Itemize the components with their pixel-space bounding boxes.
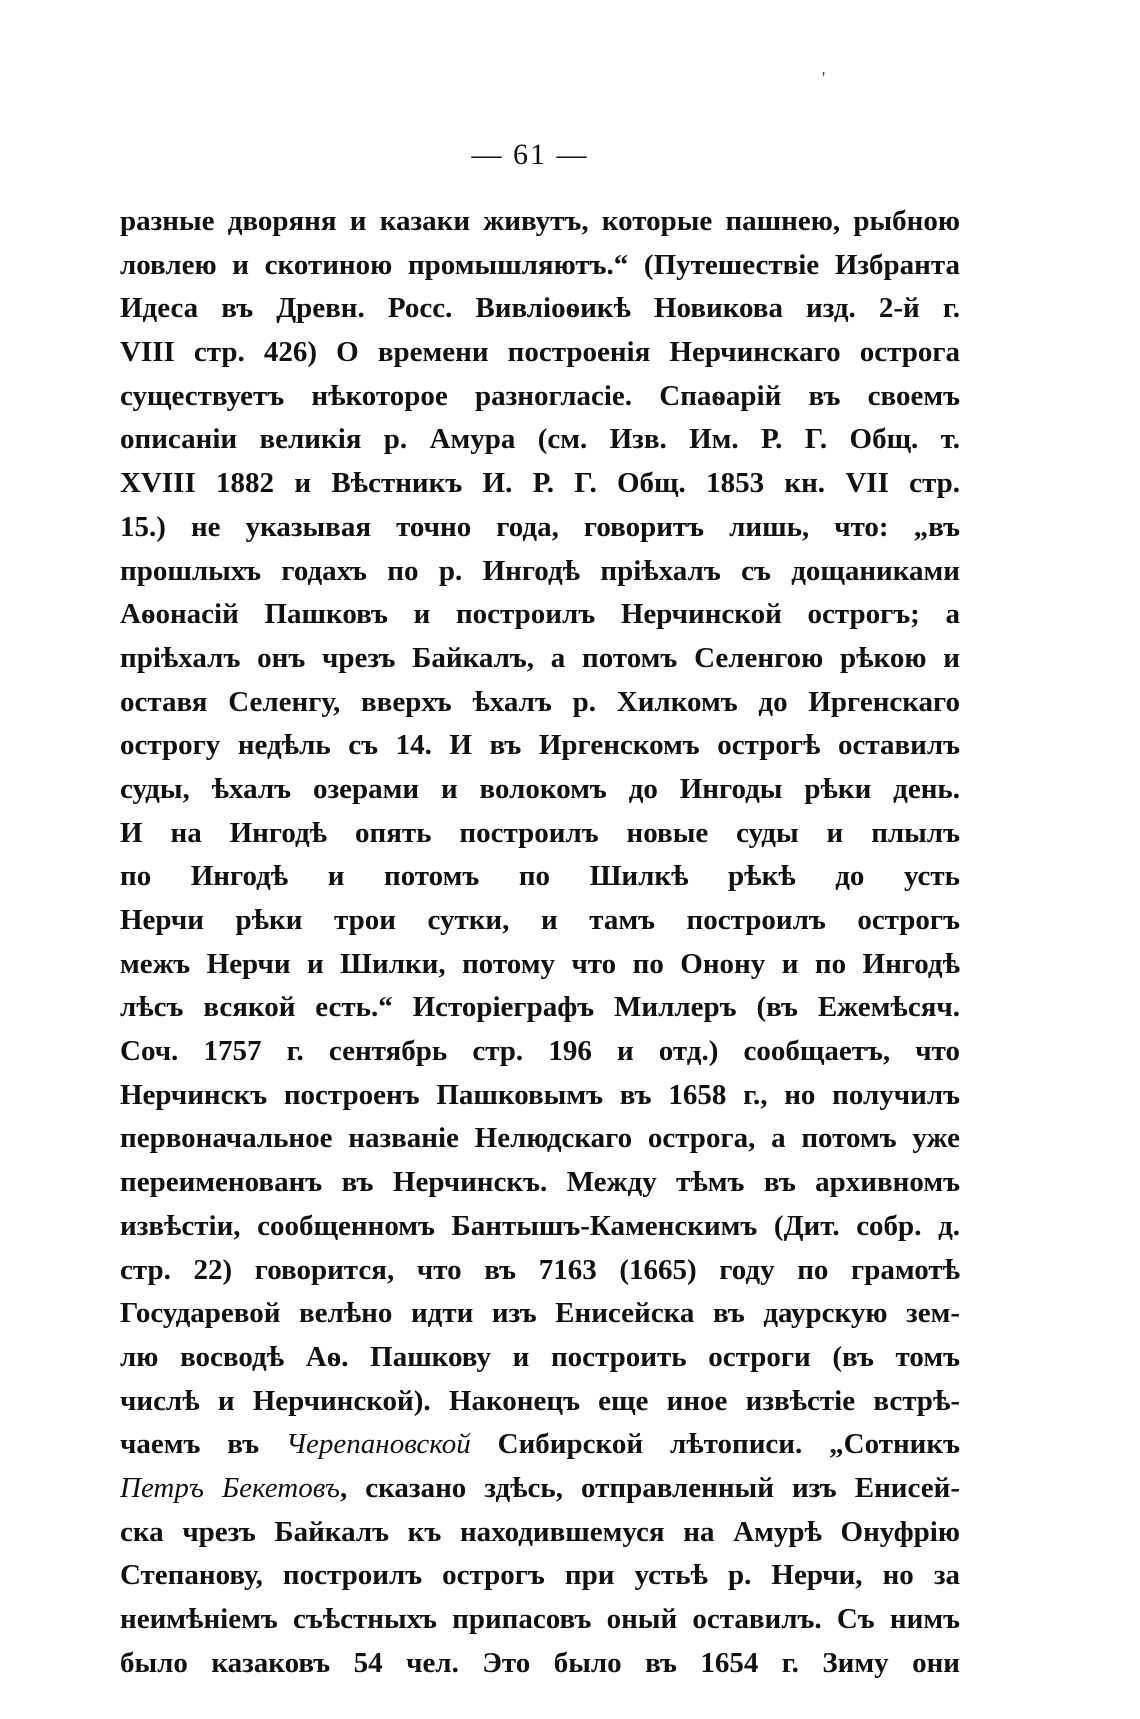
italic-text: Петръ Бекетовъ (120, 1471, 340, 1504)
line-text: острогу недѣль съ 14. И въ Иргенскомъ острогѣ оставилъ (120, 729, 960, 762)
text-line (120, 637, 960, 681)
text-line (120, 593, 960, 637)
text-line (120, 287, 960, 331)
text-line (120, 899, 960, 943)
text-line (120, 1467, 960, 1511)
text-line (120, 375, 960, 419)
line-text: Соч. 1757 г. сентябрь стр. 196 и отд.) сообщаетъ, что (120, 1035, 960, 1068)
text-line (120, 1336, 960, 1380)
line-text: существуетъ нѣкоторое разногласіе. Спаѳарій въ своемъ (120, 379, 960, 412)
text-line (120, 943, 960, 987)
line-text: извѣстіи, сообщенномъ Бантышъ-Каменскимъ (Дит. собр. д. (120, 1209, 960, 1242)
text-line (120, 1423, 960, 1467)
text-line (120, 462, 960, 506)
line-text: 15.) не указывая точно года, говоритъ лишь, что: „въ (120, 510, 960, 543)
text-line (120, 1249, 960, 1293)
text-line (120, 768, 960, 812)
line-text: прошлыхъ годахъ по р. Ингодѣ пріѣхалъ съ дощаниками (120, 554, 960, 587)
line-text: стр. 22) говорится, что въ 7163 (1665) году по грамотѣ (120, 1253, 960, 1286)
text-line (120, 1380, 960, 1424)
line-text: Нерчинскъ построенъ Пашковымъ въ 1658 г., но получилъ (120, 1078, 960, 1111)
line-text: Государевой велѣно идти изъ Енисейска въ даурскую зем- (120, 1297, 960, 1330)
line-text: чаемъ въ (120, 1428, 287, 1461)
line-text: Сибирской лѣтописи. „Сотникъ (470, 1428, 960, 1461)
text-line (120, 986, 960, 1030)
line-text: неимѣніемъ съѣстныхъ припасовъ оный оставилъ. Съ нимъ (120, 1603, 960, 1635)
text-line (120, 244, 960, 288)
italic-text: Черепановской (286, 1428, 471, 1461)
text-line (120, 550, 960, 594)
line-text: было казаковъ 54 чел. Это было въ 1654 г. Зиму они (120, 1646, 960, 1679)
line-text: оставя Селенгу, вверхъ ѣхалъ р. Хилкомъ до Иргенскаго (120, 685, 960, 718)
line-text: ска чрезъ Байкалъ къ находившемуся на Амурѣ Онуфрію (120, 1515, 960, 1548)
text-line (120, 1030, 960, 1074)
line-text: И на Ингодѣ опять построилъ новые суды и плылъ (120, 816, 960, 849)
text-line (120, 1554, 960, 1598)
line-text: лѣсъ всякой есть.“ Исторіеграфъ Миллеръ (въ Ежемѣсяч. (120, 991, 960, 1024)
text-line (120, 418, 960, 462)
line-text: первоначальное названіе Нелюдскаго острога, а потомъ уже (120, 1122, 960, 1155)
text-line (120, 1117, 960, 1161)
line-text: XVIII 1882 и Вѣстникъ И. Р. Г. Общ. 1853 кн. VII стр. (120, 467, 960, 500)
text-line (120, 331, 960, 375)
text-line (120, 812, 960, 856)
text-line (120, 1161, 960, 1205)
line-text: разные дворяня и казаки живутъ, которые пашнею, рыбною (120, 205, 960, 237)
line-text: лю восводѣ Аѳ. Пашкову и построить остроги (въ томъ (120, 1340, 960, 1373)
text-line (120, 1074, 960, 1118)
line-text: ловлею и скотиною промышляютъ.“ (Путешествіе Избранта (120, 248, 960, 281)
line-text: суды, ѣхалъ озерами и волокомъ до Ингоды рѣки день. (120, 772, 960, 805)
text-line (120, 1598, 960, 1642)
line-text: Нерчи рѣки трои сутки, и тамъ построилъ острогъ (120, 904, 960, 936)
text-line (120, 1292, 960, 1336)
line-text: , сказано здѣсь, отправленный изъ Енисей- (339, 1471, 960, 1504)
line-text: Аѳонасій Пашковъ и построилъ Нерчинской острогъ; а (120, 598, 960, 631)
line-text: переименованъ въ Нерчинскъ. Между тѣмъ въ архивномъ (120, 1166, 960, 1199)
text-line (120, 200, 960, 244)
text-line (120, 1511, 960, 1555)
line-text: Идеса въ Древн. Росс. Вивліоѳикѣ Новикова изд. 2-й г. (120, 292, 960, 325)
line-text: межъ Нерчи и Шилки, потому что по Онону и по Ингодѣ (120, 947, 960, 980)
stray-mark: ' (822, 68, 826, 88)
line-text: по Ингодѣ и потомъ по Шилкѣ рѣкѣ до усть (120, 860, 960, 893)
line-text: Степанову, построилъ острогъ при устьѣ р. Нерчи, но за (120, 1559, 960, 1592)
text-line (120, 681, 960, 725)
page-number: — 61 — (471, 138, 589, 171)
line-text: описаніи великія р. Амура (см. Изв. Им. Р. Г. Общ. т. (120, 423, 960, 456)
line-text: числѣ и Нерчинской). Наконецъ еще иное извѣстіе встрѣ- (120, 1384, 960, 1417)
line-text: пріѣхалъ онъ чрезъ Байкалъ, а потомъ Селенгою рѣкою и (120, 641, 960, 674)
line-text: VIII стр. 426) О времени построенія Нерчинскаго острога (120, 336, 960, 369)
text-line (120, 724, 960, 768)
text-line (120, 1205, 960, 1249)
text-line (120, 855, 960, 899)
text-line (120, 1642, 960, 1686)
body-text (120, 200, 960, 1685)
text-line (120, 506, 960, 550)
